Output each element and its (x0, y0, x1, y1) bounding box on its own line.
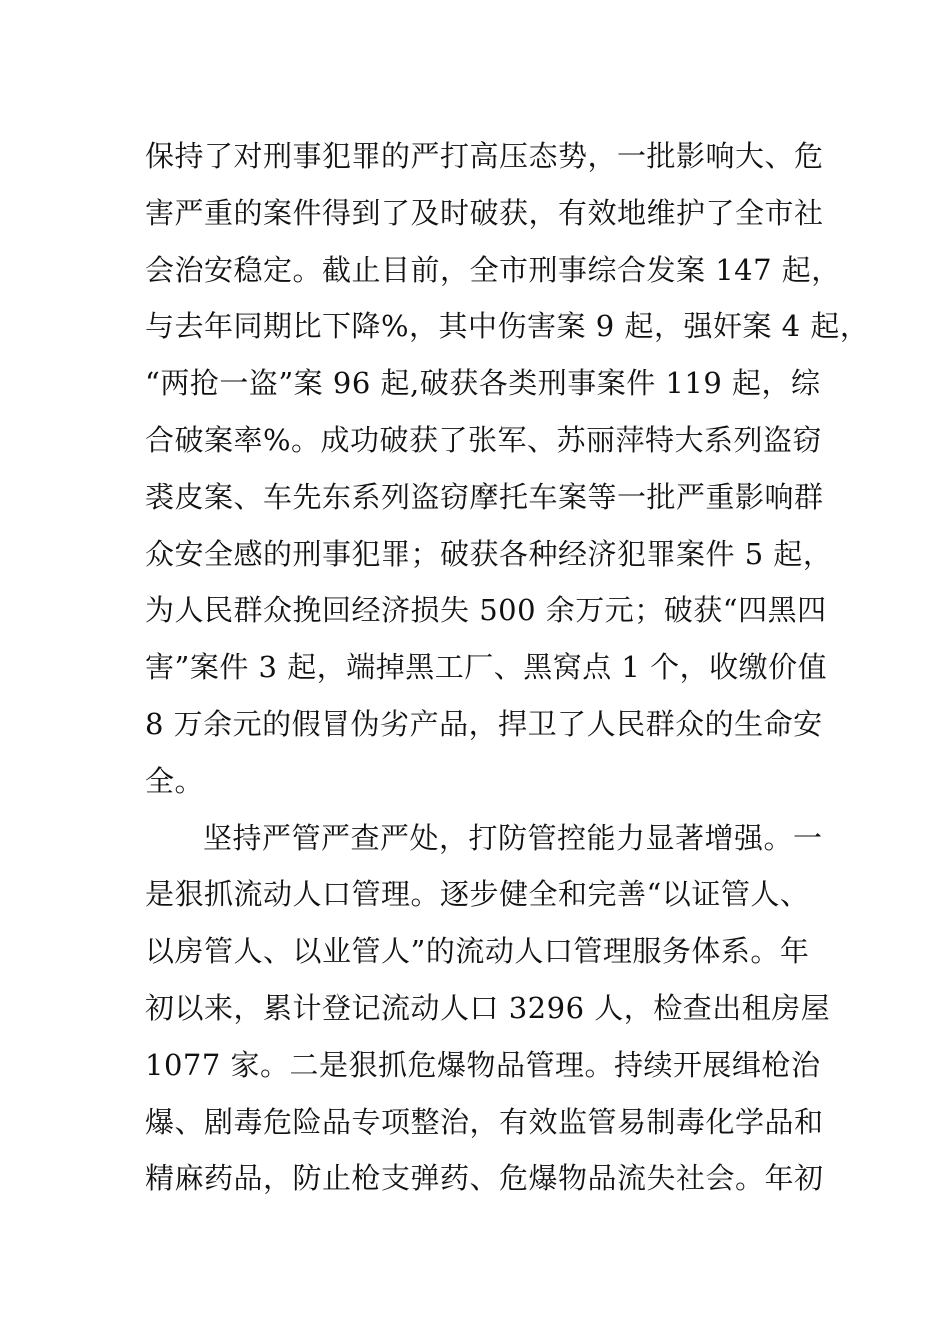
text-line: 保持了对刑事犯罪的严打高压态势，一批影响大、危 (145, 139, 824, 173)
paragraph-1 (145, 128, 870, 810)
text-line: 害”案件 3 起，端掉黑工厂、黑窝点 1 个，收缴价值 (145, 650, 828, 685)
text-line: 是狠抓流动人口管理。逐步健全和完善“以证管人、 (145, 877, 810, 912)
text-line: 害严重的案件得到了及时破获，有效地维护了全市社 (145, 195, 824, 230)
text-line: 1077 家。二是狠抓危爆物品管理。持续开展缉枪治 (145, 1047, 821, 1082)
text-line: 裘皮案、车先东系列盗窃摩托车案等一批严重影响群 (145, 479, 824, 514)
text-line: 精麻药品，防止枪支弹药、危爆物品流失社会。年初 (145, 1161, 824, 1196)
paragraph-2 (145, 810, 845, 1208)
text-line: “两抢一盗”案 96 起,破获各类刑事案件 119 起，综 (145, 366, 821, 401)
text-line: 初以来，累计登记流动人口 3296 人，检查出租房屋 (145, 990, 831, 1025)
text-line: 为人民群众挽回经济损失 500 余万元；破获“四黑四 (145, 593, 827, 628)
text-line: 会治安稳定。截止目前，全市刑事综合发案 147 起， (145, 252, 841, 287)
text-line: 爆、剧毒危险品专项整治，有效监管易制毒化学品和 (145, 1104, 824, 1139)
text-line: 8 万余元的假冒伪劣产品，捍卫了人民群众的生命安 (145, 706, 823, 741)
text-line: 以房管人、以业管人”的流动人口管理服务体系。年 (145, 934, 810, 969)
text-line: 全。 (145, 763, 205, 798)
body-text (145, 128, 870, 1207)
text-line: 与去年同期比下降%，其中伤害案 9 起，强奸案 4 起， (145, 309, 870, 344)
text-line: 众安全感的刑事犯罪；破获各种经济犯罪案件 5 起， (145, 536, 833, 571)
text-line: 合破案率%。成功破获了张军、苏丽萍特大系列盗窃 (145, 422, 823, 457)
text-line: 坚持严管严查严处，打防管控能力显著增强。一 (203, 820, 823, 855)
